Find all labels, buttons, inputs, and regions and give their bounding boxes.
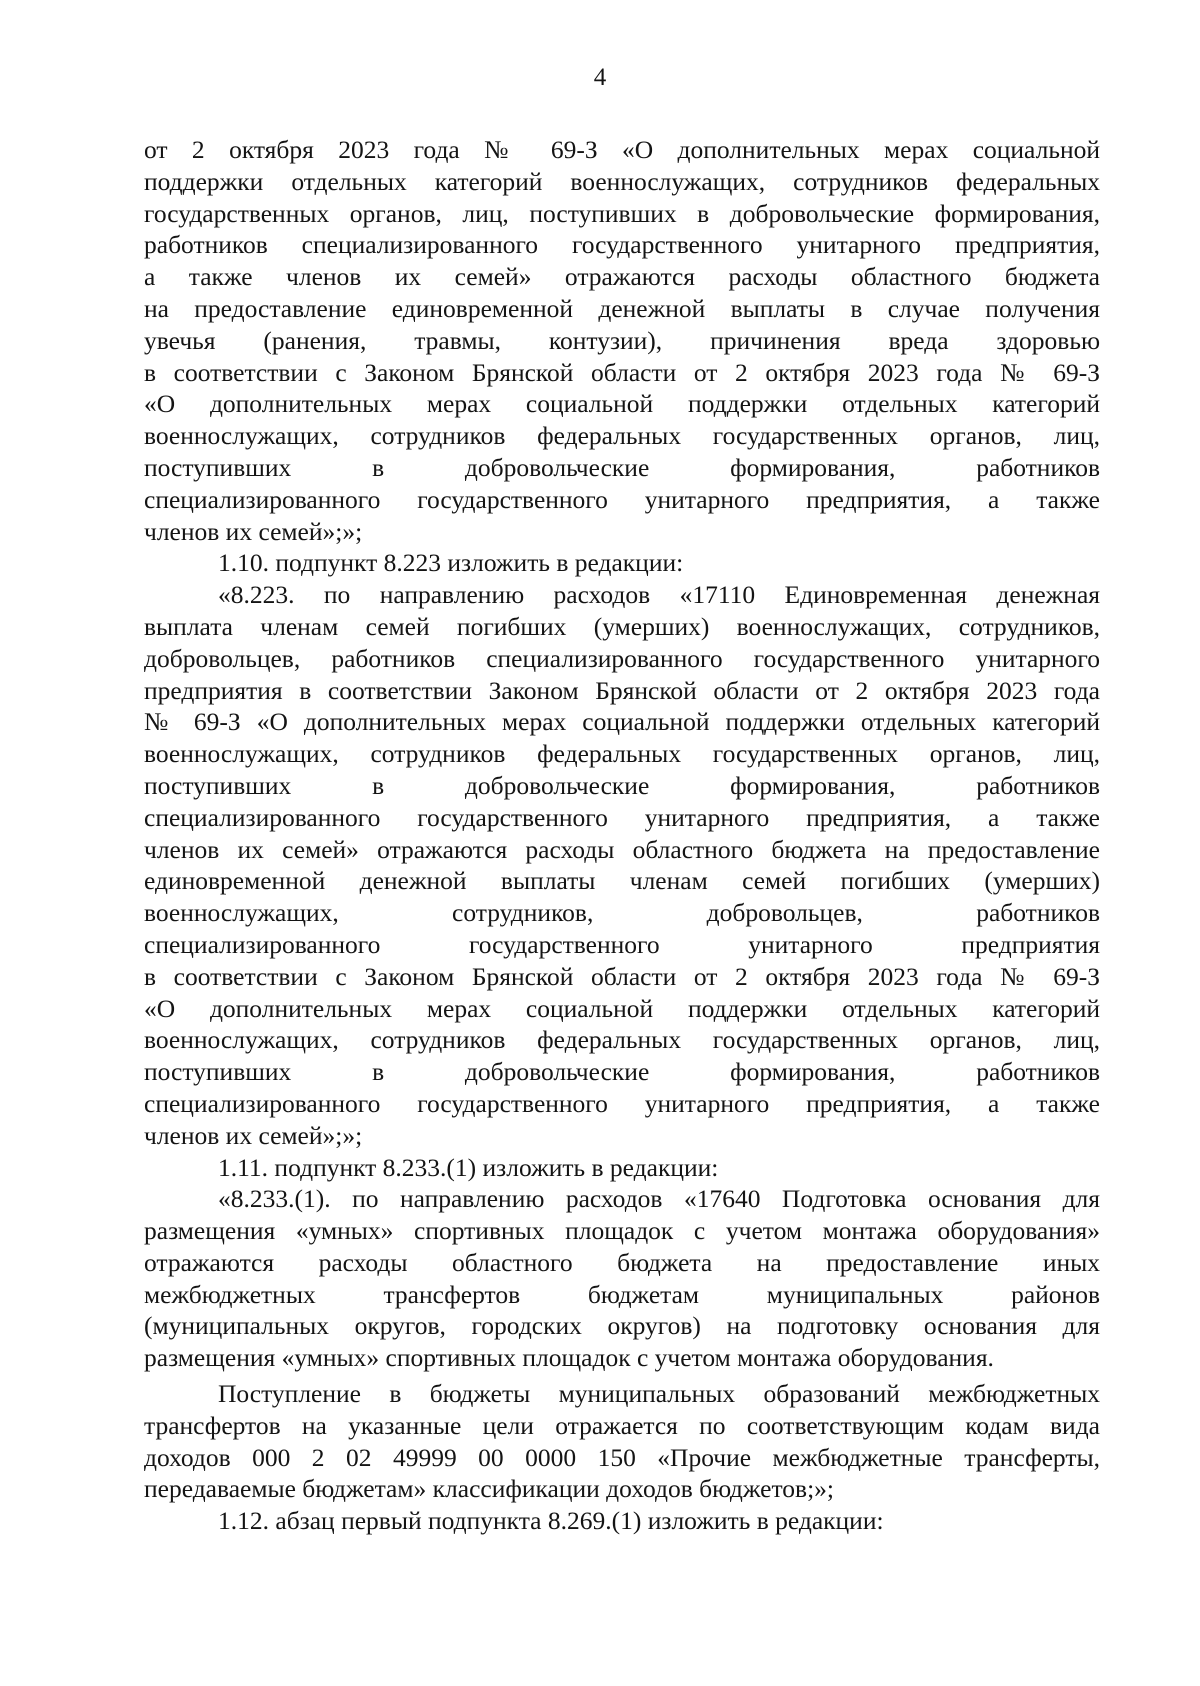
text-line: передаваемые бюджетам» классификации доходов бюджетов;»;	[144, 1474, 834, 1504]
text-line: военнослужащих, сотрудников федеральных государственных органов, лиц,	[144, 421, 1100, 451]
text-line: добровольцев, работников специализированного государственного унитарного	[144, 643, 1100, 673]
text-line: межбюджетных трансфертов бюджетам муниципальных районов	[144, 1279, 1100, 1309]
text-line: увечья (ранения, травмы, контузии), причинения вреда здоровью	[144, 325, 1100, 355]
text-line: № 69-З «О дополнительных мерах социальной поддержки отдельных категорий	[144, 707, 1100, 737]
text-line: военнослужащих, сотрудников федеральных государственных органов, лиц,	[144, 1025, 1100, 1055]
paragraph-income-classification	[144, 1378, 1100, 1505]
text-line: военнослужащих, сотрудников, добровольцев, работников	[144, 898, 1100, 928]
text-line: отражаются расходы областного бюджета на предоставление иных	[144, 1247, 1100, 1277]
text-line: Поступление в бюджеты муниципальных образований межбюджетных	[218, 1379, 1100, 1409]
text-line: а также членов их семей» отражаются расходы областного бюджета	[144, 262, 1100, 292]
text-line: трансфертов на указанные цели отражается по соответствующим кодам вида	[144, 1410, 1100, 1440]
paragraph-item-1-10	[144, 547, 1100, 579]
text-line: специализированного государственного унитарного предприятия, а также	[144, 484, 1100, 514]
document-body	[144, 134, 1100, 1537]
text-line: «О дополнительных мерах социальной поддержки отдельных категорий	[144, 389, 1100, 419]
text-line: в соответствии с Законом Брянской области от 2 октября 2023 года № 69-З	[144, 961, 1100, 991]
text-line: единовременной денежной выплаты членам семей погибших (умерших)	[144, 866, 1100, 896]
text-line: «О дополнительных мерах социальной поддержки отдельных категорий	[144, 993, 1100, 1023]
text-line: работников специализированного государственного унитарного предприятия,	[144, 230, 1100, 260]
text-line: членов их семей» отражаются расходы областного бюджета на предоставление	[144, 834, 1100, 864]
text-line: членов их семей»;»;	[144, 1120, 363, 1150]
text-line: в соответствии с Законом Брянской области от 2 октября 2023 года № 69-З	[144, 357, 1100, 387]
text-line: 1.11. подпункт 8.233.(1) изложить в редакции:	[218, 1152, 719, 1182]
text-line: размещения «умных» спортивных площадок с учетом монтажа оборудования.	[144, 1343, 994, 1373]
paragraph-item-1-12	[144, 1505, 1100, 1537]
text-line: размещения «умных» спортивных площадок с учетом монтажа оборудования»	[144, 1216, 1100, 1246]
text-line: поступивших в добровольческие формирования, работников	[144, 770, 1100, 800]
text-line: «8.233.(1). по направлению расходов «17640 Подготовка основания для	[218, 1184, 1100, 1214]
text-line: «8.223. по направлению расходов «17110 Единовременная денежная	[218, 580, 1100, 610]
text-line: поступивших в добровольческие формирования, работников	[144, 452, 1100, 482]
text-line: военнослужащих, сотрудников федеральных государственных органов, лиц,	[144, 739, 1100, 769]
paragraph-subitem-8-223	[144, 579, 1100, 1151]
text-line: на предоставление единовременной денежной выплаты в случае получения	[144, 293, 1100, 323]
text-line: специализированного государственного унитарного предприятия, а также	[144, 1088, 1100, 1118]
text-line: предприятия в соответствии Законом Брянской области от 2 октября 2023 года	[144, 675, 1100, 705]
text-line: специализированного государственного унитарного предприятия	[144, 929, 1100, 959]
paragraph-subitem-8-233-1	[144, 1183, 1100, 1374]
page-number: 4	[593, 64, 607, 91]
text-line: 1.12. абзац первый подпункта 8.269.(1) изложить в редакции:	[218, 1506, 884, 1536]
paragraph-continued	[144, 134, 1100, 547]
text-line: доходов 000 2 02 49999 00 0000 150 «Прочие межбюджетные трансферты,	[144, 1442, 1100, 1472]
text-line: государственных органов, лиц, поступивших в добровольческие формирования,	[144, 198, 1100, 228]
text-line: членов их семей»;»;	[144, 516, 363, 546]
text-line: поддержки отдельных категорий военнослужащих, сотрудников федеральных	[144, 166, 1100, 196]
text-line: специализированного государственного унитарного предприятия, а также	[144, 802, 1100, 832]
text-line: 1.10. подпункт 8.223 изложить в редакции:	[218, 548, 684, 578]
text-line: поступивших в добровольческие формирования, работников	[144, 1057, 1100, 1087]
text-line: от 2 октября 2023 года № 69-З «О дополнительных мерах социальной	[144, 135, 1100, 164]
text-line: выплата членам семей погибших (умерших) военнослужащих, сотрудников,	[144, 611, 1100, 641]
paragraph-item-1-11	[144, 1152, 1100, 1184]
text-line: (муниципальных округов, городских округов) на подготовку основания для	[144, 1311, 1100, 1341]
